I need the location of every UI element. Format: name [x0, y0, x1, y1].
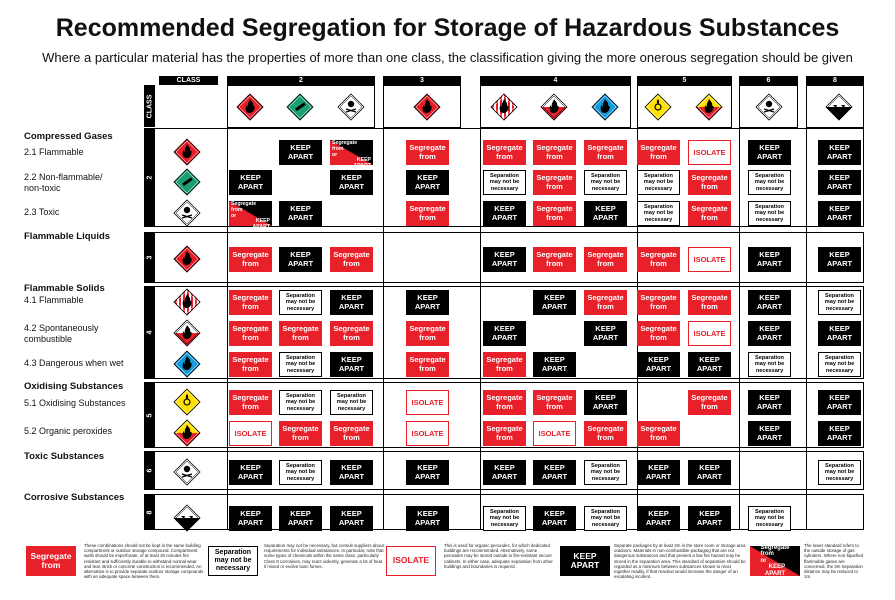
- keep-apart-cell: KEEP APART: [279, 201, 322, 226]
- legend-keep-apart: KEEP APART: [560, 546, 610, 576]
- legend-segregate-or-keep-apart: Segregate from or KEEP APART: [750, 546, 800, 576]
- keep-apart-cell: KEEP APART: [818, 201, 861, 226]
- keep-apart-cell: KEEP APART: [688, 352, 731, 377]
- keep-apart-cell: KEEP APART: [229, 170, 272, 195]
- keep-apart-cell: KEEP APART: [229, 460, 272, 485]
- column-group-2: 2: [227, 76, 375, 85]
- keep-apart-cell: KEEP APART: [818, 140, 861, 165]
- flammable-gas-icon: [236, 93, 264, 121]
- segregate-cell: Segregate from: [533, 140, 576, 165]
- separation-cell: Separation may not be necessary: [818, 352, 861, 377]
- keep-apart-cell: KEEP APART: [584, 390, 627, 415]
- keep-apart-cell: KEEP APART: [406, 290, 449, 315]
- keep-apart-cell: KEEP APART: [818, 170, 861, 195]
- column-divider: [227, 128, 228, 530]
- segregate-cell: Segregate from: [483, 421, 526, 446]
- keep-apart-cell: KEEP APART: [483, 460, 526, 485]
- segregate-cell: Segregate from: [584, 140, 627, 165]
- segregate-or-keep-apart-cell: Segregate from or KEEP APART: [231, 201, 270, 231]
- separation-cell: Separation may not be necessary: [584, 170, 627, 195]
- keep-apart-cell: KEEP APART: [406, 170, 449, 195]
- page-title: Recommended Segregation for Storage of Hazardous Substances: [55, 14, 840, 42]
- segregate-cell: Segregate from: [330, 321, 373, 346]
- segregate-cell: Segregate from: [688, 170, 731, 195]
- isolate-cell: ISOLATE: [229, 421, 272, 446]
- keep-apart-cell: KEEP APART: [279, 140, 322, 165]
- keep-apart-cell: KEEP APART: [330, 352, 373, 377]
- legend-isolate: ISOLATE: [386, 546, 436, 576]
- row-label: 4.3 Dangerous when wet: [24, 358, 124, 368]
- column-divider: [806, 128, 807, 530]
- segregate-cell: Segregate from: [584, 421, 627, 446]
- segregate-cell: Segregate from: [637, 140, 680, 165]
- segregate-cell: Segregate from: [229, 247, 272, 272]
- segregate-cell: Segregate from: [279, 321, 322, 346]
- legend-isolate-text: This is used for organic peroxides, for which dedicated buildings are recommended. Alternatively, some peroxides may be stored outside in fire-resistant secure cabinets. In either case, adequate separation from other buildings and boundaries is required.: [444, 543, 553, 569]
- segregate-cell: Segregate from: [483, 390, 526, 415]
- row-group-2: 2: [144, 128, 155, 227]
- legend-separation-text: Separation may not be necessary, but consult suppliers about requirements for individual substances. In particular, note that some types of chemicals within the same class, particularly Class 8 corrosives, may react violently, generate a lot of heat if mixed or evolve toxic fumes.: [264, 543, 384, 569]
- separation-cell: Separation may not be necessary: [279, 460, 322, 485]
- row-label: 2.2 Non-flammable/ non-toxic: [24, 172, 103, 193]
- separation-cell: Separation may not be necessary: [818, 460, 861, 485]
- keep-apart-cell: KEEP APART: [818, 321, 861, 346]
- row-group-5: 5: [144, 382, 155, 448]
- keep-apart-cell: KEEP APART: [818, 247, 861, 272]
- oxidising-substance-icon: [644, 93, 672, 121]
- isolate-cell: ISOLATE: [688, 321, 731, 346]
- legend-segregate: Segregate from: [26, 546, 76, 576]
- section-heading: Corrosive Substances: [24, 492, 125, 503]
- segregate-cell: Segregate from: [637, 247, 680, 272]
- row-group-3: 3: [144, 232, 155, 283]
- segregate-cell: Segregate from: [533, 170, 576, 195]
- segregate-cell: Segregate from: [406, 140, 449, 165]
- isolate-cell: ISOLATE: [533, 421, 576, 446]
- separation-cell: Separation may not be necessary: [330, 390, 373, 415]
- keep-apart-cell: KEEP APART: [818, 421, 861, 446]
- row-label: 2.3 Toxic: [24, 207, 60, 217]
- keep-apart-cell: KEEP APART: [584, 321, 627, 346]
- spontaneously-combustible-icon: [173, 319, 201, 347]
- keep-apart-cell: KEEP APART: [748, 321, 791, 346]
- toxic-gas-icon: [173, 199, 201, 227]
- segregate-cell: Segregate from: [688, 201, 731, 226]
- keep-apart-cell: KEEP APART: [279, 247, 322, 272]
- flammable-liquid-icon: [173, 245, 201, 273]
- organic-peroxide-icon: [173, 419, 201, 447]
- segregate-cell: Segregate from: [330, 421, 373, 446]
- keep-apart-cell: KEEP APART: [748, 421, 791, 446]
- keep-apart-cell: KEEP APART: [584, 201, 627, 226]
- keep-apart-cell: KEEP APART: [279, 506, 322, 531]
- organic-peroxide-icon: [695, 93, 723, 121]
- separation-cell: Separation may not be necessary: [748, 506, 791, 531]
- segregate-cell: Segregate from: [483, 352, 526, 377]
- legend-keep-apart-text: Separate packages by at least 3m in the store room or storage area outdoors. Materials in non-combustible packaging that are not dangerous substances and that present a low fire hazard may be stored in the separation area. This standard of separation should be regarded as a minimum between substances known to react together readily, if that reaction would increase the danger of an escalating incident.: [614, 543, 746, 580]
- section-heading: Compressed Gases: [24, 131, 113, 142]
- legend-separation: Separation may not be necessary: [208, 546, 258, 576]
- keep-apart-cell: KEEP APART: [330, 170, 373, 195]
- separation-cell: Separation may not be necessary: [818, 290, 861, 315]
- separation-cell: Separation may not be necessary: [637, 201, 680, 226]
- toxic-icon: [173, 458, 201, 486]
- page-subtitle: Where a particular material has the properties of more than one class, the classification giving the more onerous segregation should be given: [42, 50, 853, 65]
- keep-apart-cell: KEEP APART: [330, 290, 373, 315]
- keep-apart-cell: KEEP APART: [818, 390, 861, 415]
- segregate-cell: Segregate from: [406, 352, 449, 377]
- separation-cell: Separation may not be necessary: [748, 201, 791, 226]
- spontaneously-combustible-icon: [540, 93, 568, 121]
- section-heading: Oxidising Substances: [24, 381, 124, 392]
- row-label: 4.1 Flammable: [24, 295, 84, 305]
- section-heading: Toxic Substances: [24, 451, 105, 462]
- separation-cell: Separation may not be necessary: [748, 352, 791, 377]
- keep-apart-cell: KEEP APART: [330, 460, 373, 485]
- row-group-4: 4: [144, 286, 155, 379]
- separation-cell: Separation may not be necessary: [279, 352, 322, 377]
- segregate-cell: Segregate from: [406, 321, 449, 346]
- flammable-solid-icon: [173, 288, 201, 316]
- dangerous-when-wet-icon: [591, 93, 619, 121]
- flammable-solid-icon: [490, 93, 518, 121]
- keep-apart-cell: KEEP APART: [748, 390, 791, 415]
- legend-segregate-or-keep-apart-text: The lower standard refers to the outside storage of gas cylinders. Where non-liquefied flammable gases are concerned, the 3m Separation distance may be reduced to 1m.: [804, 543, 864, 580]
- legend-segregate-text: These combinations should not be kept in the same building compartment or outdoor storage compound. Compartment walls should be imperforate, of at least 30 minutes fire resistant and sufficiently durable to withstand normal wear and tear. Brick or concrete construction is recommended. An alternative is to provide separate outdoor storage compounds with an adequate space between them.: [84, 543, 204, 580]
- row-label: 5.2 Organic peroxides: [24, 426, 113, 436]
- separation-cell: Separation may not be necessary: [637, 170, 680, 195]
- keep-apart-cell: KEEP APART: [483, 321, 526, 346]
- column-divider: [480, 128, 481, 530]
- isolate-cell: ISOLATE: [406, 390, 449, 415]
- segregate-cell: Segregate from: [229, 390, 272, 415]
- keep-apart-cell: KEEP APART: [533, 290, 576, 315]
- segregate-cell: Segregate from: [483, 140, 526, 165]
- flammable-liquid-icon: [413, 93, 441, 121]
- segregate-cell: Segregate from: [279, 421, 322, 446]
- keep-apart-cell: KEEP APART: [533, 506, 576, 531]
- toxic-icon: [755, 93, 783, 121]
- section-heading: Flammable Liquids: [24, 231, 111, 242]
- keep-apart-cell: KEEP APART: [637, 352, 680, 377]
- separation-cell: Separation may not be necessary: [748, 170, 791, 195]
- keep-apart-cell: KEEP APART: [748, 247, 791, 272]
- row-label: 2.1 Flammable: [24, 147, 84, 157]
- segregate-cell: Segregate from: [533, 390, 576, 415]
- non-flammable-gas-icon: [286, 93, 314, 121]
- column-group-4: 4: [480, 76, 631, 85]
- separation-cell: Separation may not be necessary: [279, 390, 322, 415]
- segregate-cell: Segregate from: [584, 290, 627, 315]
- column-group-5: 5: [637, 76, 732, 85]
- segregate-cell: Segregate from: [229, 352, 272, 377]
- keep-apart-cell: KEEP APART: [688, 460, 731, 485]
- isolate-cell: ISOLATE: [688, 140, 731, 165]
- separation-cell: Separation may not be necessary: [483, 506, 526, 531]
- row-group-8: 8: [144, 494, 155, 530]
- row-label: 4.2 Spontaneously combustible: [24, 323, 99, 344]
- column-group-3: 3: [383, 76, 461, 85]
- segregate-cell: Segregate from: [229, 321, 272, 346]
- separation-cell: Separation may not be necessary: [584, 506, 627, 531]
- keep-apart-cell: KEEP APART: [406, 506, 449, 531]
- column-divider: [739, 128, 740, 530]
- toxic-gas-icon: [337, 93, 365, 121]
- keep-apart-cell: KEEP APART: [533, 460, 576, 485]
- segregate-cell: Segregate from: [584, 247, 627, 272]
- column-divider: [383, 128, 384, 530]
- segregate-cell: Segregate from: [688, 390, 731, 415]
- section-heading: Flammable Solids: [24, 283, 105, 294]
- keep-apart-cell: KEEP APART: [533, 352, 576, 377]
- segregate-cell: Segregate from: [637, 321, 680, 346]
- separation-cell: Separation may not be necessary: [279, 290, 322, 315]
- class-side-label: CLASS: [144, 85, 155, 127]
- keep-apart-cell: KEEP APART: [748, 140, 791, 165]
- separation-cell: Separation may not be necessary: [584, 460, 627, 485]
- segregate-or-keep-apart-cell: Segregate from or KEEP APART: [332, 140, 371, 170]
- keep-apart-cell: KEEP APART: [748, 290, 791, 315]
- dangerous-when-wet-icon: [173, 350, 201, 378]
- row-label: 5.1 Oxidising Substances: [24, 398, 126, 408]
- segregate-cell: Segregate from: [637, 290, 680, 315]
- corrosive-icon: [173, 504, 201, 532]
- flammable-gas-icon: [173, 138, 201, 166]
- separation-cell: Separation may not be necessary: [483, 170, 526, 195]
- corrosive-icon: [825, 93, 853, 121]
- isolate-cell: ISOLATE: [406, 421, 449, 446]
- segregate-cell: Segregate from: [533, 201, 576, 226]
- segregate-cell: Segregate from: [330, 247, 373, 272]
- oxidising-substance-icon: [173, 388, 201, 416]
- segregate-cell: Segregate from: [533, 247, 576, 272]
- keep-apart-cell: KEEP APART: [229, 506, 272, 531]
- class-header-label: CLASS: [159, 76, 218, 85]
- segregate-cell: Segregate from: [688, 290, 731, 315]
- segregate-cell: Segregate from: [637, 421, 680, 446]
- segregate-cell: Segregate from: [406, 201, 449, 226]
- keep-apart-cell: KEEP APART: [483, 247, 526, 272]
- column-group-8: 8: [806, 76, 864, 85]
- keep-apart-cell: KEEP APART: [637, 460, 680, 485]
- segregate-cell: Segregate from: [229, 290, 272, 315]
- keep-apart-cell: KEEP APART: [406, 460, 449, 485]
- row-group-6: 6: [144, 451, 155, 490]
- keep-apart-cell: KEEP APART: [637, 506, 680, 531]
- column-group-6: 6: [739, 76, 798, 85]
- non-flammable-gas-icon: [173, 168, 201, 196]
- keep-apart-cell: KEEP APART: [330, 506, 373, 531]
- keep-apart-cell: KEEP APART: [483, 201, 526, 226]
- keep-apart-cell: KEEP APART: [688, 506, 731, 531]
- isolate-cell: ISOLATE: [688, 247, 731, 272]
